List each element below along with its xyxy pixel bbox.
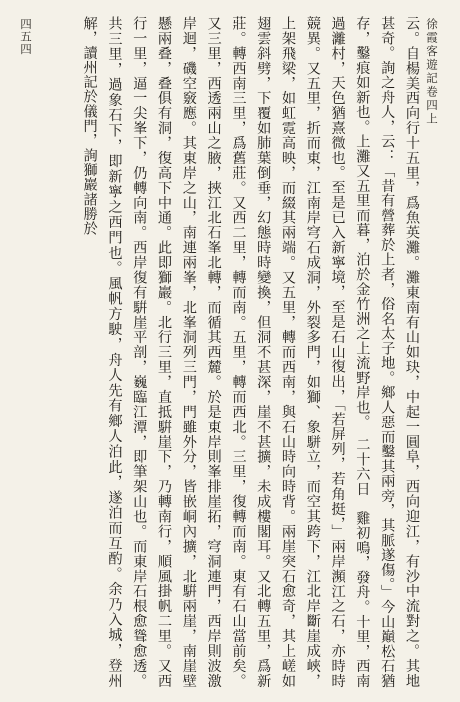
page-number: 四五四 <box>19 18 33 56</box>
body-paragraph: 云。自楊美西向行十五里，爲魚英灘。灘東南有山如玦，中起一圓阜，西向迎江，有沙中流對之。其地甚奇。詢之舟人，云：「昔有營葬於上者，俗名太子地。鄉人惡而鑿其兩旁，其脈遂傷。」今山巔松石猶存，鑿痕如新也。上灘又五里而暮，泊於金竹洲之上流野岸也。 二十六日 雞初鳴，發舟。十里，西南過灕村，天色猶熹微也。至是已入新寧境，至是石山復出，「若屏列，若角挺，」兩岸瀕江之石，亦時時競異。又五里，折而東，江南岸穹石成洞，外裂多門，如獅、象駢立，而空其跨下，江北岸斷崖成峽，上架飛梁，如虹霓高映，而綴其兩端。又五里，轉而西南，與石山時向時背。兩崖突石愈奇，其上嵯如翅雲斜劈，下覆如肺葉倒垂，幻態時時變換，但洞不甚深，崖不甚擴，未成樓閣耳。又北轉五里，爲新莊。轉西南三里，爲舊莊。又西二里，轉而南。五里，轉而西北。三里，復轉而南。東有石山當前矣。又三里，西透兩山之腋，挾江北石峯北轉，而循其西麓。於是東岸則峯排崖拓，穹洞連門，西岸則波激岸迴，磯空竅應。其東岸之山，南連兩峯，北峯洞列三門，門雖外分，皆嵌峒內擴，北騈兩崖，南崖壁懸兩叠，叠俱有洞，復高下中通。此即獅巖。北行三里，直抵騈崖下，乃轉南行，順風掛帆二里。又西行一里，逼一尖峯下，仍轉向南。西岸復有騈崖平剖，巍臨江潭，即筆架山也。而東岸石根愈聳愈透。共三里，過象石下，即新寧之西門也。風帆方駛，舟人先有鄉人泊此，遂泊而互酌。余乃入城，登州解，讀州記於儀門，詢獅巖諸勝於 <box>81 16 420 688</box>
body-text <box>77 16 424 688</box>
running-title: 徐霞客遊記卷四上 <box>425 18 439 126</box>
